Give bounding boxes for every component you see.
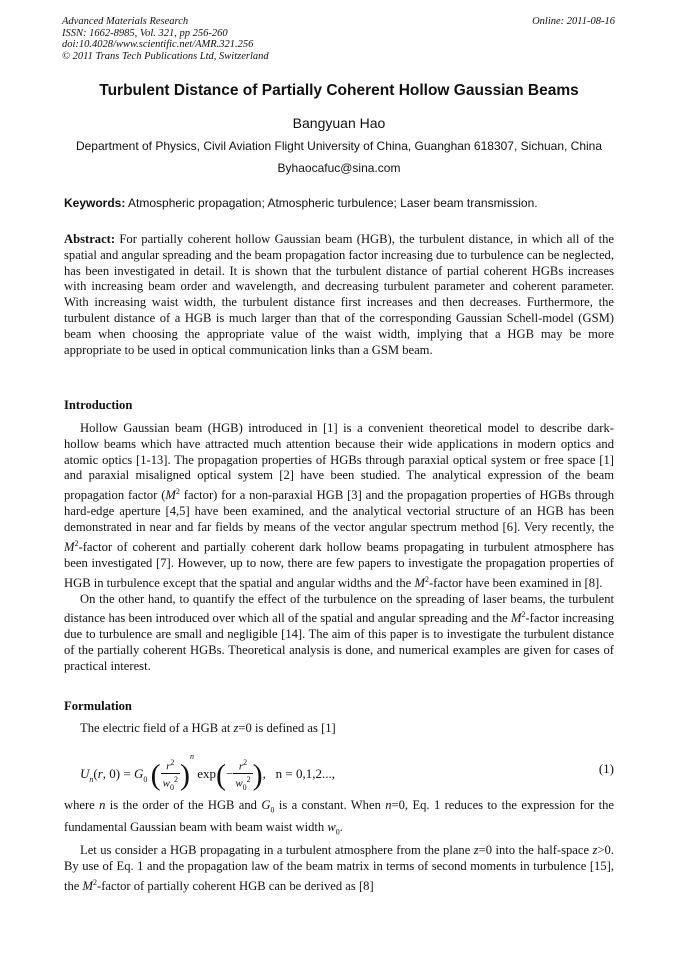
doi-line: doi:10.4028/www.scientific.net/AMR.321.256 <box>62 39 254 51</box>
formulation-heading: Formulation <box>64 699 132 713</box>
issn-line: ISSN: 1662-8985, Vol. 321, pp 256-260 <box>62 27 228 39</box>
introduction-paragraph-1: Hollow Gaussian beam (HGB) introduced in [1] is a convenient theoretical model to describe dark-hollow beams which have attracted much attention because their wide applications in modern optics and atomic optics [1-13]. The propagation properties of HGBs through paraxial optical system or free space [1] and paraxial misaligned optical system [2] have been studied. The analytical expression of the beam propagation factor ($M^2$ factor) for a non-paraxial HGB [3] and the propagation properties of HGBs through hard-edge aperture [4,5] have been examined, and the analytical vectorial structure of an HGB has been demonstrated in near and far fields by means of the vector angular spectrum method [6]. Very recently, the $M^2$-factor of coherent and partially coherent dark hollow beams propagating in turbulent atmosphere has been investigated [7]. However, up to now, there are few papers to investigate the propagation properties of HGB in turbulence except that the spatial and angular widths and the $M^2$-factor have been examined in [8]. <box>64 421 614 590</box>
journal-header <box>62 16 269 62</box>
abstract <box>64 232 614 358</box>
equation-1-index: n = 0,1,2..., <box>275 766 336 782</box>
introduction-paragraph-2: On the other hand, to quantify the effect of the turbulence on the spreading of laser beams, the turbulent distance has been introduced over which all of the spatial and angular spreading and the $M^2$-factor increasing due to turbulence are small and negligible [14]. The aim of this paper is to investigate the turbulent distance of the partially coherent HGBs. Theoretical analysis is done, and numerical examples are given for cases of practical interest. <box>64 591 614 673</box>
keywords-text: Atmospheric propagation; Atmospheric turbulence; Laser beam transmission. <box>128 196 538 210</box>
abstract-label: Abstract: <box>64 232 116 246</box>
equation-1-number: (1) <box>598 761 614 776</box>
copyright-line: © 2011 Trans Tech Publications Ltd, Switzerland <box>62 50 269 62</box>
journal-name: Advanced Materials Research <box>62 16 189 27</box>
author-email[interactable]: Byhaocafuc@sina.com <box>277 161 401 175</box>
introduction-heading: Introduction <box>64 398 133 412</box>
keywords <box>64 196 538 210</box>
author-affiliation: Department of Physics, Civil Aviation Flight University of China, Guanghan 618307, Sichuan, China <box>75 139 603 153</box>
paper-title: Turbulent Distance of Partially Coherent Hollow Gaussian Beams <box>99 82 579 99</box>
formulation-intro: The electric field of a HGB at z=0 is defined as [1] <box>80 721 336 735</box>
equation-1: $U_n(r$, $0) = G_0$ ( $\frac{r^2}{w_0^2}$ )$^n$ exp(− $\frac{r^2}{w_0^2}$ ), n = 0,1,2..., (1) <box>80 751 614 792</box>
keywords-label: Keywords: <box>64 196 126 210</box>
author-name: Bangyuan Hao <box>292 115 386 131</box>
formulation-body: where n is the order of the HGB and $G_0$ is a constant. When n=0, Eq. 1 reduces to the expression for the fundamental Gaussian beam with beam waist width $w_0$. Let us consider a HGB propagating in a turbulent atmosphere from the plane z=0 into the half-space z>0. By use of Eq. 1 and the propagation law of the beam matrix in terms of second moments in turbulence [15], the $M^2$-factor of partially coherent HGB can be derived as [8] <box>64 798 614 893</box>
online-date: Online: 2011-08-16 <box>532 16 615 27</box>
abstract-text: For partially coherent hollow Gaussian beam (HGB), the turbulent distance, in which all of the spatial and angular spreading and the beam propagation factor increasing due to turbulence can be neglected, has been investigated in detail. It is shown that the turbulent distance of partial coherent HGBs increases with increasing beam order and wavelength, and decreasing turbulent parameter and coherent parameter. With increasing waist width, the turbulent distance first increases and then decreases. Furthermore, the turbulent distance of a HGB is much larger than that of the corresponding Gaussian Schell-model (GSM) beam when choosing the appropriate value of the waist width, implying that a HGB may be more appropriate to be used in optical communication links than a GSM beam. <box>64 232 614 357</box>
introduction-body <box>64 421 614 675</box>
